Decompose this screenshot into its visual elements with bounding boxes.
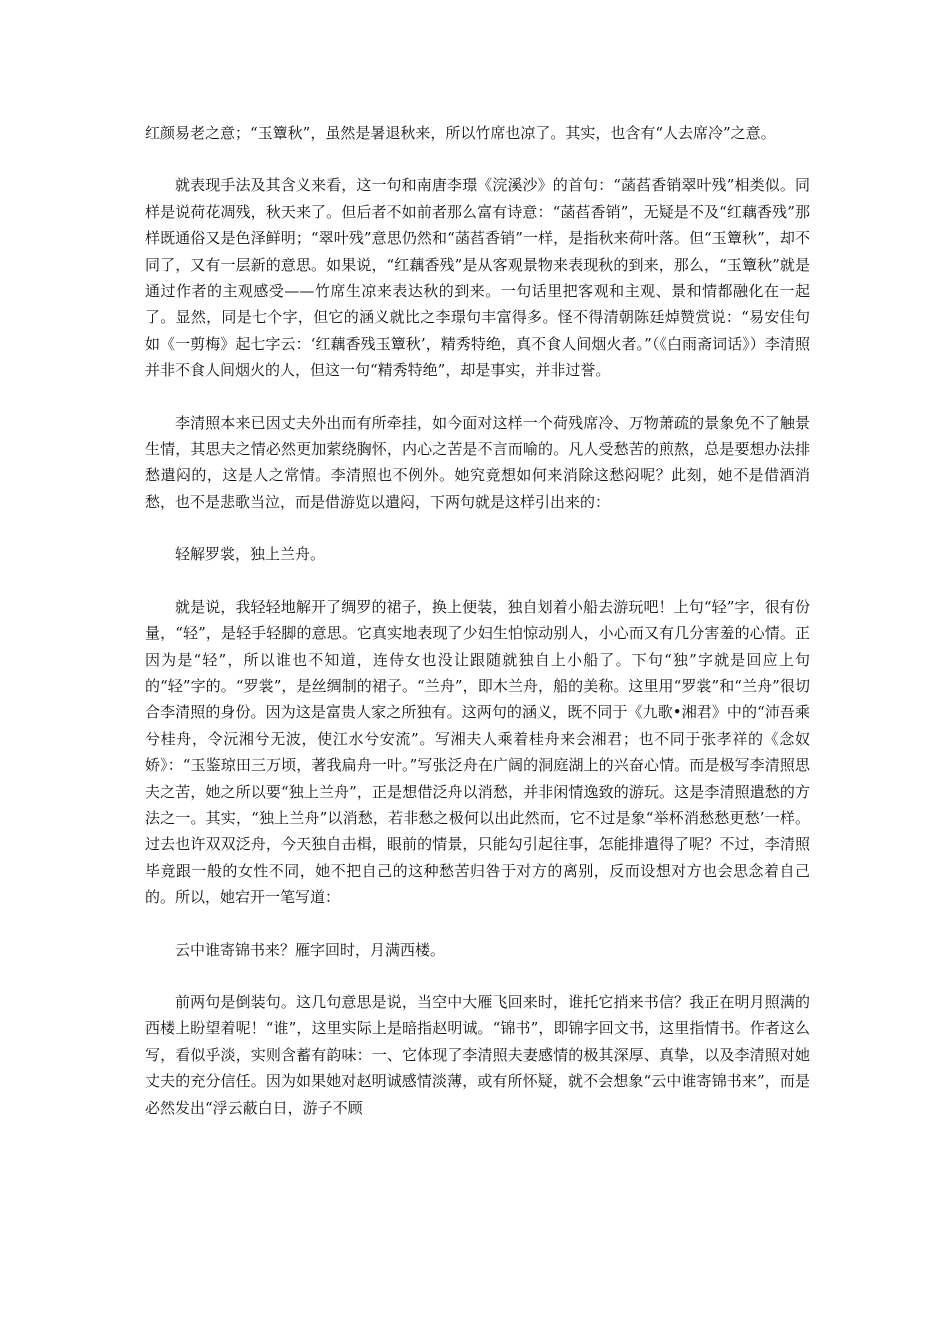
paragraph-5: 前两句是倒装句。这几句意思是说，当空中大雁飞回来时，谁托它捎来书信？我正在明月照满的西楼上盼望着呢！“谁”，这里实际上是暗指赵明诚。“锦书”，即锦字回文书，这里指情书。作者这么写，看似乎淡，实则含蓄有韵味：一、它体现了李清照夫妻感情的极其深厚、真挚，以及李清照对她丈夫的充分信任。因为如果她对赵明诚感情淡薄，或有所怀疑，就不会想象“云中谁寄锦书来”，而是必然发出“浮云蔽白日，游子不顾 [145,992,810,1117]
paragraph-3: 李清照本来已因丈夫外出而有所牵挂，如今面对这样一个荷残席冷、万物萧疏的景象免不了触景生情，其思夫之情必然更加萦绕胸怀，内心之苦是不言而喻的。凡人受愁苦的煎熬，总是要想办法排愁遣闷的，这是人之常情。李清照也不例外。她究竟想如何来消除这愁闷呢？此刻，她不是借酒消愁，也不是悲歌当泣，而是借游览以遣闷，下两句就是这样引出来的： [145,413,810,511]
paragraph-4: 就是说，我轻轻地解开了绸罗的裙子，换上便装，独自划着小船去游玩吧！上句“轻”字，很有份量，“轻”，是轻手轻脚的意思。它真实地表现了少妇生怕惊动别人，小心而又有几分害羞的心情。正因为是“轻”，所以谁也不知道，连侍女也没让跟随就独自上小船了。下句“独”字就是回应上句的“轻”字的。“罗裳”，是丝绸制的裙子。“兰舟”，即木兰舟，船的美称。这里用“罗裳”和“兰舟”很切合李清照的身份。因为这是富贵人家之所独有。这两句的涵义，既不同于《九歌•湘君》中的“沛吾乘兮桂舟，令沅湘兮无波，使江水兮安流”。写湘夫人乘着桂舟来会湘君；也不同于张孝祥的《念奴娇》：“玉鉴琼田三万顷，著我扁舟一叶。”写张泛舟在广阔的洞庭湖上的兴奋心情。而是极写李清照思夫之苦，她之所以要“独上兰舟”，正是想借泛舟以消愁，并非闲情逸致的游玩。这是李清照遣愁的方法之一。其实，“独上兰舟”以消愁，若非愁之极何以出此然而，它不过是象“举杯消愁愁更愁’一样。过去也许双双泛舟，今天独自击楫，眼前的情景，只能勾引起往事，怎能排遣得了呢？不过，李清照毕竟跟一般的女性不同，她不把自己的这种愁苦归咎于对方的离别，反而设想对方也会思念着自己的。所以，她宕开一笔写道： [145,597,810,907]
paragraph-1: 红颜易老之意；“玉簟秋”，虽然是暑退秋来，所以竹席也凉了。其实，也含有“人去席冷”之意。 [145,124,776,142]
verse-line-2: 云中谁寄锦书来？雁字回时，月满西楼。 [175,940,446,959]
paragraph-2: 就表现手法及其含义来看，这一句和南唐李璟《浣溪沙》的首句：“菡萏香销翠叶残”相类似。同样是说荷花凋残，秋天来了。但后者不如前者那么富有诗意：“菡萏香销”，无疑是不及“红藕香残”那样既通俗又是色泽鲜明；“翠叶残”意思仍然和“菡萏香销”一样，是指秋来荷叶落。但“玉簟秋”，却不同了，又有一层新的意思。如果说，“红藕香残”是从客观景物来表现秋的到来，那么，“玉簟秋”就是通过作者的主观感受——竹席生凉来表达秋的到来。一句话里把客观和主观、景和情都融化在一起了。显然，同是七个字，但它的涵义就比之李璟句丰富得多。怪不得清朝陈廷焯赞赏说：“易安佳句如《一剪梅》起七字云：‘红藕香残玉簟秋’，精秀特绝，真不食人间烟火者。”（《白雨斋词话》）李清照并非不食人间烟火的人，但这一句“精秀特绝”，却是事实，并非过誉。 [145,176,810,380]
verse-line-1: 轻解罗裳，独上兰舟。 [175,545,326,564]
document-page [145,120,810,1147]
